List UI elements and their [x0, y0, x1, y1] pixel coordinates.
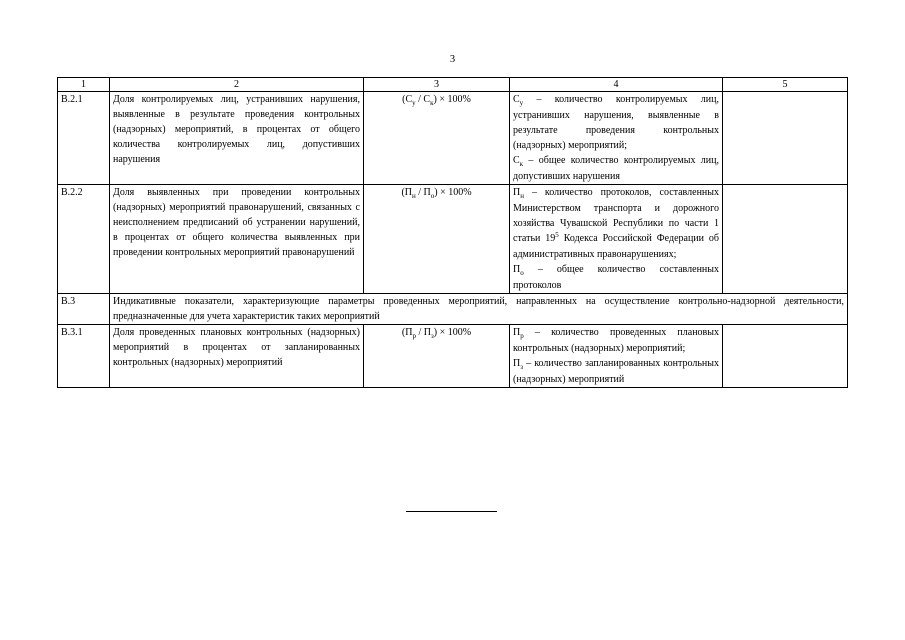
row-name: Доля контролируемых лиц, устранивших нарушения, выявленные в результате проведения контрольных (надзорных) мероприятий, в процентах от общего количества контролируемых лиц, допустивших нарушения	[110, 92, 364, 185]
formula-part: / П	[415, 187, 431, 198]
article-superscript: 5	[555, 231, 559, 239]
indicators-table	[57, 77, 848, 388]
row-formula	[364, 185, 510, 294]
table-row	[58, 185, 848, 294]
description-item	[513, 356, 719, 387]
column-header: 3	[364, 78, 510, 92]
formula-subscript: к	[430, 99, 434, 107]
formula-part: ) × 100%	[434, 187, 472, 198]
formula-subscript: о	[430, 192, 435, 200]
description-text: – количество запланированных контрольных (надзорных) мероприятий	[513, 358, 719, 385]
formula-part: / С	[415, 94, 431, 105]
end-rule	[406, 511, 497, 512]
variable-symbol: П	[513, 264, 521, 275]
variable-subscript: р	[520, 332, 524, 340]
row-name: Доля выявленных при проведении контрольных (надзорных) мероприятий правонарушений, связанных с неисполнением предписаний об устранении нарушений, в процентах от общего количества выявленных при проведении контрольных мероприятий правонарушений	[110, 185, 364, 294]
row-col5	[723, 185, 848, 294]
variable-symbol: С	[513, 94, 520, 105]
description-text: – количество протоколов, составленных Министерством транспорта и дорожного хозяйства Чувашской Республики по части 1 статьи 19	[513, 187, 719, 244]
description-text: – общее количество контролируемых лиц, допустивших нарушения	[513, 155, 719, 182]
description-item	[513, 92, 719, 153]
section-title: Индикативные показатели, характеризующие параметры проведенных мероприятий, направленных на осуществление контрольно-надзорной деятельности, предназначенные для учета характеристик таких мероприятий	[110, 294, 848, 325]
row-name: Доля проведенных плановых контрольных (надзорных) мероприятий в процентах от запланированных контрольных (надзорных) мероприятий	[110, 325, 364, 388]
page-number: 3	[449, 54, 456, 65]
description-text: – количество контролируемых лиц, устранивших нарушения, выявленные в результате проведения контрольных (надзорных) мероприятий;	[513, 94, 719, 151]
row-code: B.2.2	[58, 185, 110, 294]
row-col5	[723, 325, 848, 388]
formula-part: ) × 100%	[433, 327, 472, 338]
variable-subscript: к	[519, 160, 524, 168]
description-item	[513, 185, 719, 262]
column-header: 4	[510, 78, 723, 92]
variable-symbol: П	[513, 358, 521, 369]
row-code: B.3.1	[58, 325, 110, 388]
formula-part: (С	[402, 94, 413, 105]
description-text: – количество проведенных плановых контрольных (надзорных) мероприятий;	[513, 327, 719, 354]
formula-part: / П	[415, 327, 431, 338]
description-item	[513, 262, 719, 293]
formula-subscript: з	[430, 332, 434, 340]
column-header: 2	[110, 78, 364, 92]
variable-subscript: у	[519, 99, 524, 107]
formula-subscript: у	[412, 99, 416, 107]
row-description	[510, 325, 723, 388]
row-description	[510, 92, 723, 185]
formula-subscript: н	[412, 192, 416, 200]
column-header: 1	[58, 78, 110, 92]
row-col5	[723, 92, 848, 185]
description-item	[513, 153, 719, 184]
description-text: – общее количество составленных протоколов	[513, 264, 719, 291]
row-formula	[364, 325, 510, 388]
section-code: B.3	[58, 294, 110, 325]
variable-subscript: з	[520, 363, 523, 371]
formula-part: (П	[401, 327, 413, 338]
column-header: 5	[723, 78, 848, 92]
table-row	[58, 325, 848, 388]
description-item	[513, 325, 719, 356]
variable-subscript: о	[520, 269, 524, 277]
description-text: Кодекса Российской Федерации об административных правонарушениях;	[513, 233, 719, 260]
variable-symbol: П	[513, 327, 521, 338]
formula-part: ) × 100%	[433, 94, 471, 105]
formula-part: (П	[401, 187, 412, 198]
table-header-row	[58, 78, 848, 92]
section-row	[58, 294, 848, 325]
formula-subscript: р	[412, 332, 416, 340]
row-formula	[364, 92, 510, 185]
variable-symbol: П	[513, 187, 521, 198]
row-code: B.2.1	[58, 92, 110, 185]
variable-subscript: н	[520, 192, 524, 200]
table-row	[58, 92, 848, 185]
row-description	[510, 185, 723, 294]
variable-symbol: С	[513, 155, 520, 166]
